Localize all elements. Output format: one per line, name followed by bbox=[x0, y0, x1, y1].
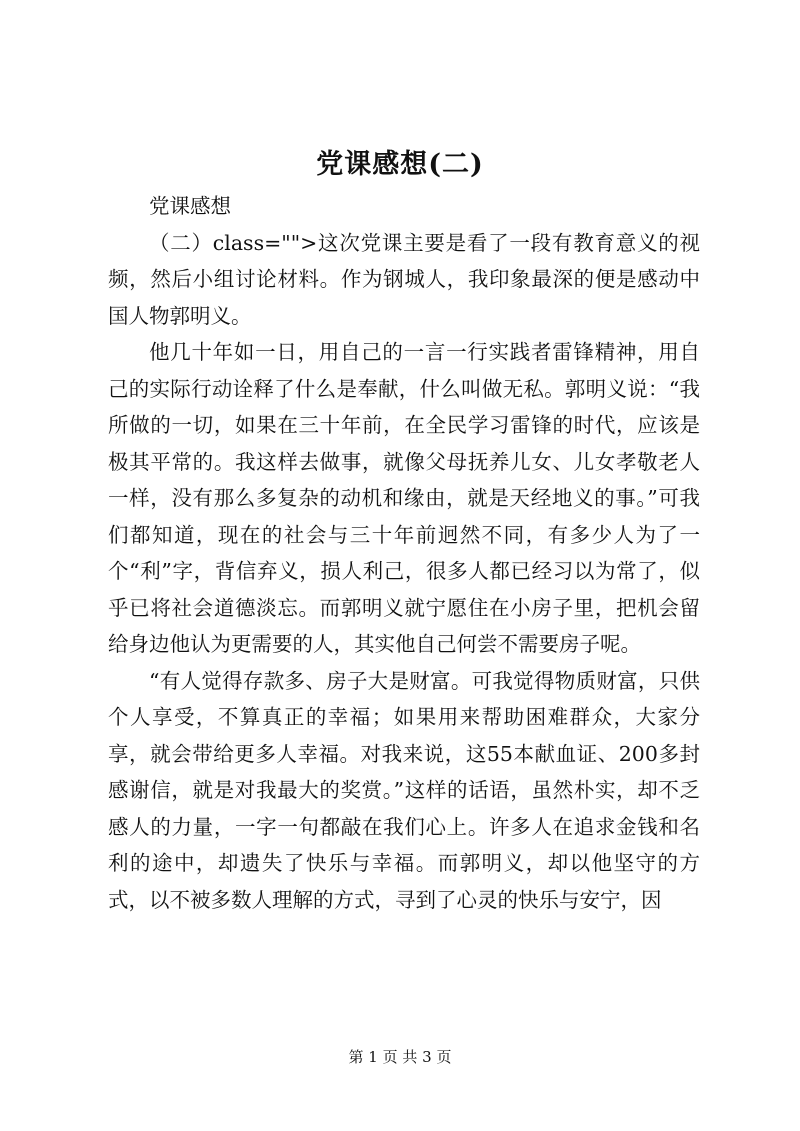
paragraph-heading: 党课感想 bbox=[149, 194, 231, 218]
page-footer: 第 1 页 共 3 页 bbox=[348, 1048, 452, 1066]
paragraph-intro: （二）class="">这次党课主要是看了一段有教育意义的视频，然后小组讨论材料。作为钢城人，我印象最深的便是感动中国人物郭明义。 bbox=[108, 230, 700, 328]
paragraph-guo-mingyi: 他几十年如一日，用自己的一言一行实践者雷锋精神，用自己的实际行动诠释了什么是奉献，什么叫做无私。郭明义说：“我所做的一切，如果在三十年前，在全民学习雷锋的时代，应该是极其平常的。我这样去做事，就像父母抚养儿女、儿女孝敬老人一样，没有那么多复杂的动机和缘由，就是天经地义的事。”可我们都知道，现在的社会与三十年前迥然不同，有多少人为了一个“利”字，背信弃义，损人利己，很多人都已经习以为常了，似乎已将社会道德淡忘。而郭明义就宁愿住在小房子里，把机会留给身边他认为更需要的人，其实他自己何尝不需要房子呢。 bbox=[108, 340, 700, 656]
document-body bbox=[108, 188, 700, 918]
document-title: 党课感想(二) bbox=[316, 149, 484, 180]
paragraph-quote: “有人觉得存款多、房子大是财富。可我觉得物质财富，只供个人享受，不算真正的幸福；如果用来帮助困难群众，大家分享，就会带给更多人幸福。对我来说，这55本献血证、200多封感谢信，就是对我最大的奖赏。”这样的话语，虽然朴实，却不乏感人的力量，一字一句都敲在我们心上。许多人在追求金钱和名利的途中，却遗失了快乐与幸福。而郭明义，却以他坚守的方式，以不被多数人理解的方式，寻到了心灵的快乐与安宁，因 bbox=[108, 668, 700, 912]
